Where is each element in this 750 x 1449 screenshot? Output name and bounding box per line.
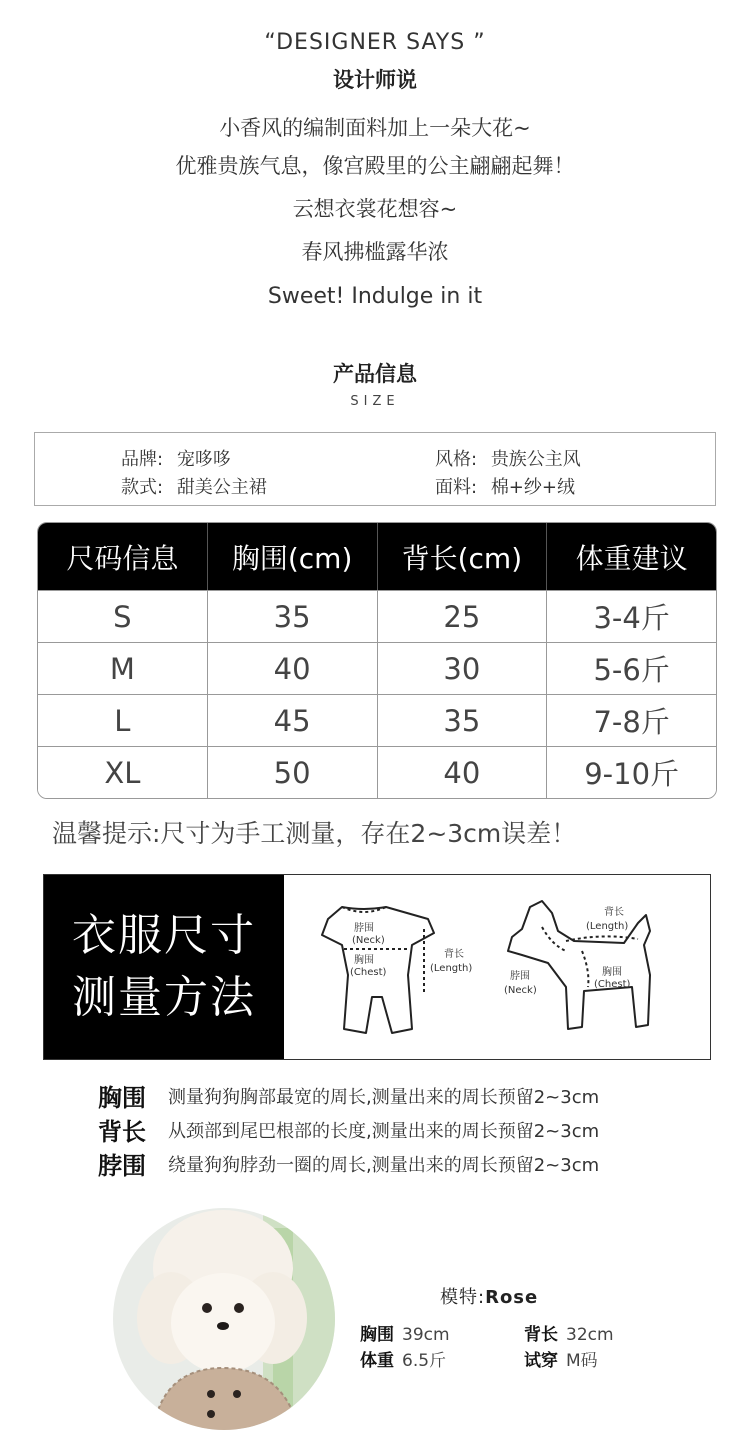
cell-size: XL	[104, 755, 141, 790]
definition-neck	[98, 1146, 599, 1181]
dog-chest-label: 胸围	[602, 967, 622, 978]
definition-term: 胸围	[98, 1084, 146, 1112]
measurement-diagram-svg	[284, 875, 710, 1059]
info-brand	[121, 445, 231, 471]
definition-text: 从颈部到尾巴根部的长度,测量出来的周长预留2~3cm	[168, 1120, 600, 1142]
definition-term: 脖围	[98, 1152, 146, 1180]
info-style	[435, 445, 581, 471]
designer-tagline: Sweet! Indulge in it	[267, 284, 483, 309]
table-row	[38, 642, 716, 694]
header-size: 尺码信息	[66, 541, 179, 575]
designer-line-4: 春风拂槛露华浓	[301, 240, 449, 264]
designer-line-3: 云想衣裳花想容~	[292, 197, 458, 221]
header-weight: 体重建议	[546, 523, 716, 590]
measurement-method-panel	[43, 874, 711, 1060]
model-stat-label: 体重	[360, 1351, 394, 1371]
product-info-subtitle: SIZE	[350, 394, 400, 409]
measurement-tip: 温馨提示:尺寸为手工测量，存在2~3cm误差！	[52, 819, 577, 848]
model-stat-chest	[360, 1320, 450, 1345]
cell-weight: 5-6斤	[546, 643, 716, 694]
info-brand-value: 宠哆哆	[176, 449, 231, 470]
model-stat-label: 背长	[524, 1325, 558, 1345]
header-length: 背长(cm)	[377, 523, 547, 590]
cell-weight: 3-4斤	[546, 591, 716, 642]
definition-text: 绕量狗狗脖劲一圈的周长,测量出来的周长预留2~3cm	[168, 1154, 600, 1176]
dog-diagram	[508, 901, 650, 1029]
model-stat-weight	[360, 1346, 446, 1371]
product-info-title: 产品信息	[333, 362, 417, 386]
header-chest: 胸围(cm)	[207, 523, 377, 590]
size-table-header	[38, 523, 716, 590]
model-stat-value: 32cm	[566, 1325, 614, 1345]
cell-size: L	[114, 703, 131, 738]
definition-chest	[98, 1078, 599, 1113]
shirt-chest-en: (Chest)	[350, 967, 387, 978]
info-style-label: 风格:	[435, 449, 478, 470]
cell-length: 25	[377, 591, 547, 642]
dog-neck-label: 脖围	[510, 971, 530, 982]
shirt-length-label: 背长	[444, 949, 464, 960]
info-style-value: 贵族公主风	[490, 449, 581, 470]
cell-length: 35	[377, 695, 547, 746]
dog-length-label: 背长	[604, 907, 624, 918]
cell-size: S	[113, 599, 132, 634]
cell-chest: 45	[207, 695, 377, 746]
dog-chest-en: (Chest)	[594, 979, 631, 990]
definition-text: 测量狗狗胸部最宽的周长,测量出来的周长预留2~3cm	[168, 1086, 600, 1108]
cell-size: M	[109, 651, 135, 686]
table-row	[38, 590, 716, 642]
table-row	[38, 746, 716, 798]
cell-chest: 35	[207, 591, 377, 642]
info-type-label: 款式:	[121, 477, 164, 498]
info-brand-label: 品牌:	[121, 449, 164, 470]
measure-title-line-2: 测量方法	[72, 972, 256, 1023]
info-fabric-value: 棉+纱+绒	[490, 477, 575, 498]
model-stat-label: 胸围	[360, 1325, 394, 1345]
cell-chest: 40	[207, 643, 377, 694]
product-info-box	[34, 432, 716, 506]
designer-line-1: 小香风的编制面料加上一朵大花~	[219, 116, 531, 140]
measurement-diagrams	[284, 875, 710, 1059]
model-stat-size	[524, 1346, 598, 1371]
cell-weight: 9-10斤	[546, 747, 716, 798]
shirt-neck-en: (Neck)	[352, 935, 385, 946]
model-photo	[113, 1208, 335, 1430]
designer-line-2: 优雅贵族气息，像宫殿里的公主翩翩起舞！	[175, 154, 575, 178]
measurement-method-title	[44, 875, 284, 1059]
model-stat-value: 6.5斤	[402, 1351, 447, 1371]
info-type	[121, 473, 267, 499]
info-fabric-label: 面料:	[435, 477, 478, 498]
definition-length	[98, 1112, 599, 1147]
size-table	[37, 522, 717, 799]
cell-weight: 7-8斤	[546, 695, 716, 746]
dog-neck-en: (Neck)	[504, 985, 537, 996]
model-name	[440, 1283, 538, 1309]
model-stat-length	[524, 1320, 614, 1345]
table-row	[38, 694, 716, 746]
model-stat-label: 试穿	[524, 1351, 558, 1371]
cell-length: 30	[377, 643, 547, 694]
shirt-neck-label: 脖围	[354, 923, 374, 934]
model-name-value: Rose	[485, 1287, 539, 1308]
shirt-length-en: (Length)	[430, 963, 473, 974]
model-stat-value: M码	[566, 1351, 598, 1371]
model-stat-value: 39cm	[402, 1325, 450, 1345]
info-fabric	[435, 473, 575, 499]
designer-heading-en: “DESIGNER SAYS ”	[264, 30, 486, 55]
info-type-value: 甜美公主裙	[176, 477, 267, 498]
definition-term: 背长	[98, 1118, 146, 1146]
measure-title-line-1: 衣服尺寸	[72, 910, 256, 961]
dog-length-en: (Length)	[586, 921, 629, 932]
model-label: 模特:	[440, 1287, 486, 1308]
cell-chest: 50	[207, 747, 377, 798]
cell-length: 40	[377, 747, 547, 798]
shirt-chest-label: 胸围	[354, 955, 374, 966]
poodle-image	[113, 1208, 335, 1430]
designer-heading-cn: 设计师说	[333, 68, 417, 92]
